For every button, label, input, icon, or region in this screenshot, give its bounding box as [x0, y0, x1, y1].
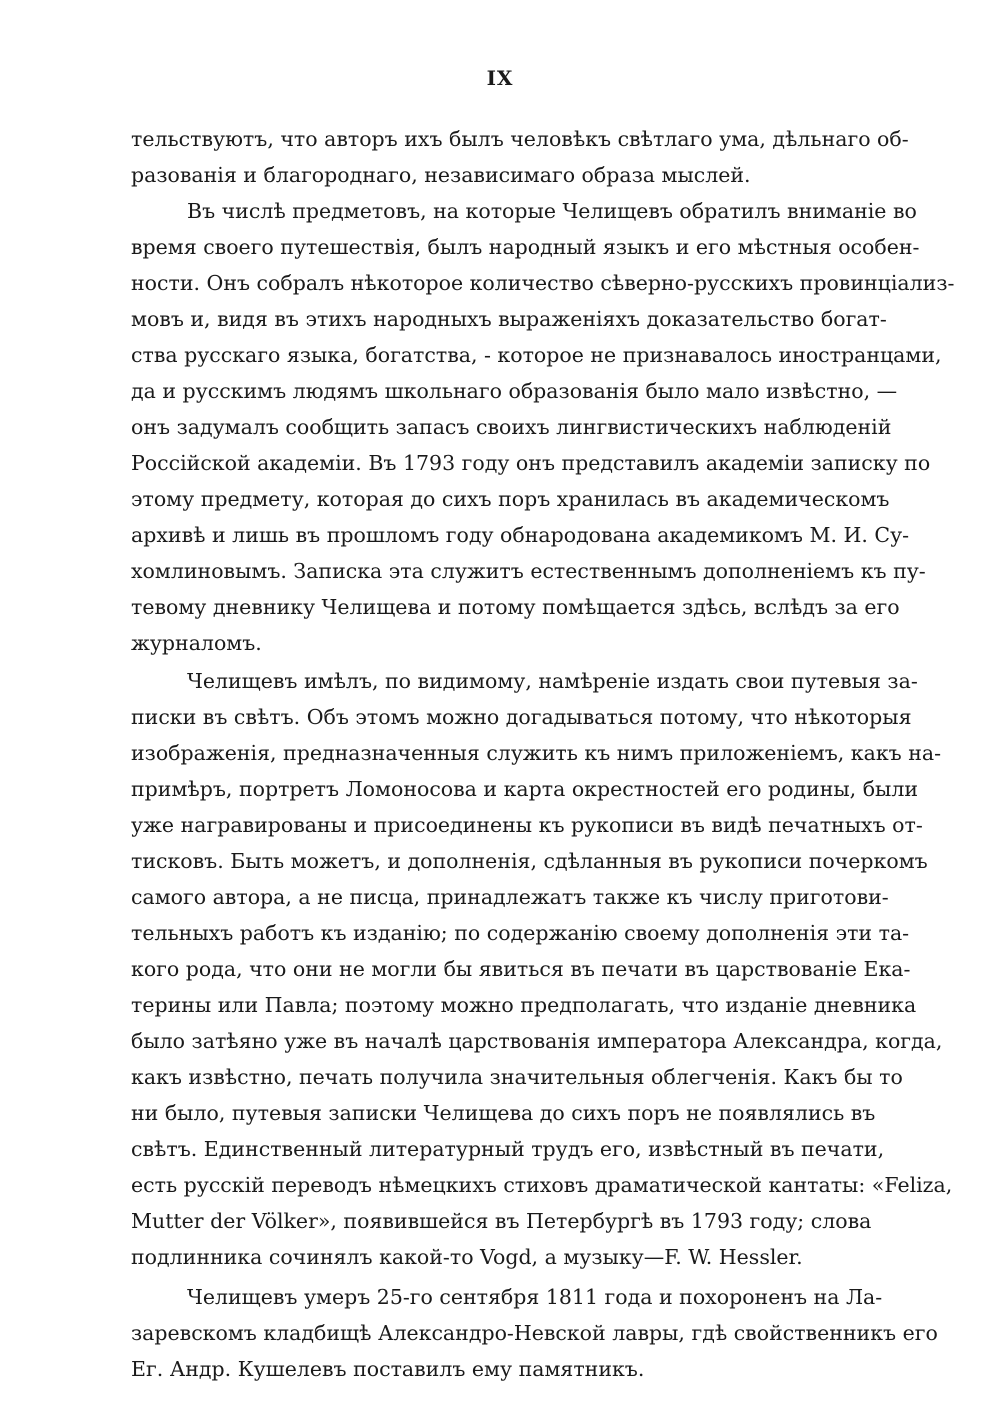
text-line: свѣтъ. Единственный литературный трудъ его, извѣстный въ печати, [131, 1137, 885, 1161]
text-line: онъ задумалъ сообщить запасъ своихъ лингвистическихъ наблюденій [131, 415, 892, 439]
text-line: терины или Павла; поэтому можно предполагать, что изданіе дневника [131, 993, 917, 1017]
text-line: писки въ свѣтъ. Объ этомъ можно догадываться потому, что нѣкоторыя [131, 705, 912, 729]
text-line: журналомъ. [131, 631, 262, 655]
text-line: тельствуютъ, что авторъ ихъ былъ человѣкъ свѣтлаго ума, дѣльнаго об- [131, 127, 909, 151]
text-line: разованія и благороднаго, независимаго образа мыслей. [131, 163, 751, 187]
text-line: архивѣ и лишь въ прошломъ году обнародована академикомъ М. И. Су- [131, 523, 910, 547]
text-line: примѣръ, портретъ Ломоносова и карта окрестностей его родины, были [131, 777, 919, 801]
text-line: изображенія, предназначенныя служить къ нимъ приложеніемъ, какъ на- [131, 741, 942, 765]
text-line: тельныхъ работъ къ изданію; по содержанію своему дополненія эти та- [131, 921, 910, 945]
text-line: подлинника сочинялъ какой-то Vogd, а музыку—F. W. Hessler. [131, 1245, 803, 1269]
paragraph-start-line: Челищевъ умеръ 25-го сентября 1811 года и похороненъ на Ла- [187, 1285, 883, 1309]
text-line: тевому дневнику Челищева и потому помѣщается здѣсь, вслѣдъ за его [131, 595, 900, 619]
paragraph-start-line: Челищевъ имѣлъ, по видимому, намѣреніе издать свои путевыя за- [187, 669, 918, 693]
text-line: самого автора, а не писца, принадлежатъ также къ числу приготови- [131, 885, 889, 909]
text-line: уже награвированы и присоединены къ рукописи въ видѣ печатныхъ от- [131, 813, 923, 837]
text-line: есть русскій переводъ нѣмецкихъ стиховъ драматической кантаты: «Feliza, [131, 1173, 953, 1197]
text-line: было затѣяно уже въ началѣ царствованія императора Александра, когда, [131, 1029, 943, 1053]
page-number: IX [486, 66, 514, 90]
text-line: Ег. Андр. Кушелевъ поставилъ ему памятникъ. [131, 1357, 645, 1381]
paragraph-start-line: Въ числѣ предметовъ, на которые Челищевъ обратилъ вниманіе во [187, 199, 917, 223]
text-line: ности. Онъ собралъ нѣкоторое количество сѣверно-русскихъ провинціализ- [131, 271, 955, 295]
text-line: какъ извѣстно, печать получила значительныя облегченія. Какъ бы то [131, 1065, 903, 1089]
text-line: да и русскимъ людямъ школьнаго образованія было мало извѣстно, — [131, 379, 898, 403]
text-line: заревскомъ кладбищѣ Александро-Невской лавры, гдѣ свойственникъ его [131, 1321, 938, 1345]
text-line: время своего путешествія, былъ народный языкъ и его мѣстныя особен- [131, 235, 920, 259]
text-line: Mutter der Völker», появившейся въ Петербургѣ въ 1793 году; слова [131, 1209, 872, 1233]
text-line: тисковъ. Быть можетъ, и дополненія, сдѣланныя въ рукописи почеркомъ [131, 849, 928, 873]
text-line: ства русскаго языка, богатства, - которое не признавалось иностранцами, [131, 343, 942, 367]
text-line: этому предмету, которая до сихъ поръ хранилась въ академическомъ [131, 487, 890, 511]
text-line: ни было, путевыя записки Челищева до сихъ поръ не появлялись въ [131, 1101, 876, 1125]
text-line: мовъ и, видя въ этихъ народныхъ выраженіяхъ доказательство богат- [131, 307, 887, 331]
text-line: хомлиновымъ. Записка эта служитъ естественнымъ дополненіемъ къ пу- [131, 559, 926, 583]
text-line: кого рода, что они не могли бы явиться въ печати въ царствованіе Ека- [131, 957, 911, 981]
text-line: Россійской академіи. Въ 1793 году онъ представилъ академіи записку по [131, 451, 931, 475]
